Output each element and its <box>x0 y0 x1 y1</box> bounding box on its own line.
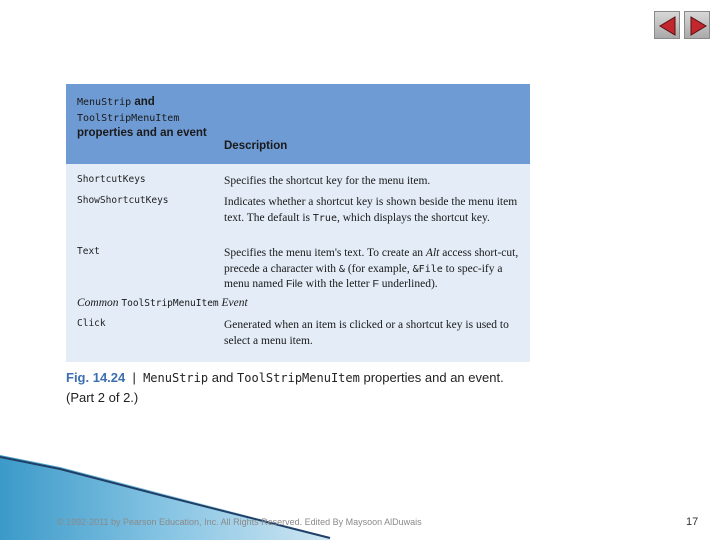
copyright-text: © 1992-2011 by Pearson Education, Inc. All Rights Reserved. Edited By Maysoon AlDuwais <box>57 517 422 527</box>
triangle-left-icon <box>655 12 681 40</box>
footer-wave-decoration <box>0 455 720 540</box>
property-description: Indicates whether a shortcut key is shown beside the menu item text. The default is True, which displays the shortcut key. <box>224 196 518 224</box>
event-description: Generated when an item is clicked or a shortcut key is used to select a menu item. <box>224 319 509 347</box>
table-header <box>66 84 530 164</box>
property-name: ShowShortcutKeys <box>77 195 169 206</box>
next-slide-button[interactable] <box>684 11 710 39</box>
figure-caption: Fig. 14.24 | MenuStrip and ToolStripMenuItem properties and an event. (Part 2 of 2.) <box>66 370 504 405</box>
header-property-column: MenuStrip and ToolStripMenuItem properties and an event <box>77 96 207 139</box>
previous-slide-button[interactable] <box>654 11 680 39</box>
triangle-right-icon <box>685 12 711 40</box>
header-description-column: Description <box>224 140 288 152</box>
property-name: Text <box>77 246 100 257</box>
property-description: Specifies the shortcut key for the menu item. <box>224 175 431 187</box>
event-name: Click <box>77 318 106 329</box>
properties-table <box>66 84 530 362</box>
property-name: ShortcutKeys <box>77 174 146 185</box>
table-subheader: Common ToolStripMenuItem Event <box>77 297 248 309</box>
page-number: 17 <box>686 516 699 528</box>
property-description: Specifies the menu item's text. To create an Alt access short-cut, precede a character with & (for example, &File to spec-ify a menu named File with the letter F underlined). <box>224 247 519 290</box>
